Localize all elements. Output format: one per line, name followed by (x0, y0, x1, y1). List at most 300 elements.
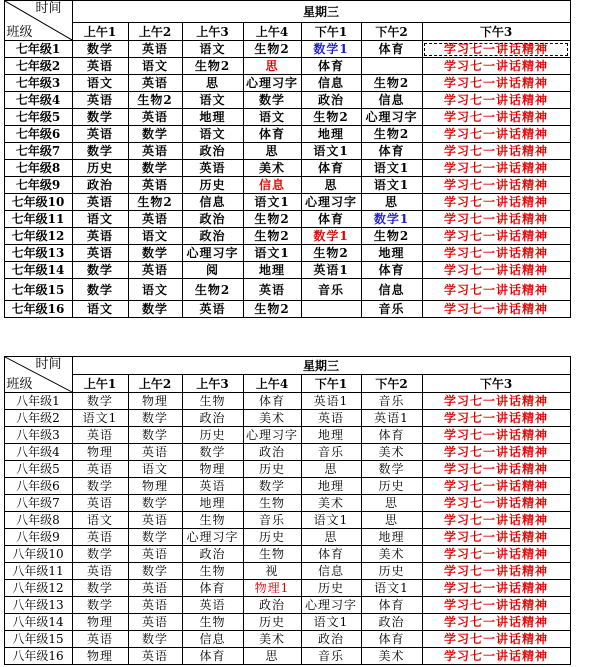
subject-cell: 数学 (72, 393, 128, 410)
subject-cell: 生物2 (128, 92, 182, 109)
subject-cell: 语文1 (301, 512, 361, 529)
subject-cell: 英语 (72, 194, 128, 211)
subject-cell: 信息 (361, 92, 422, 109)
subject-cell: 美术 (361, 444, 422, 461)
subject-cell: 音乐 (243, 512, 301, 529)
subject-cell: 英语 (128, 109, 182, 126)
class-name-cell: 八年级2 (4, 410, 72, 427)
corner-time-label: 时间 (35, 1, 62, 16)
table-row (0, 177, 600, 194)
subject-cell: 体育 (361, 631, 422, 648)
table-row (0, 75, 600, 92)
table-row (0, 245, 600, 262)
subject-cell: 思 (301, 177, 361, 194)
subject-cell: 体育 (301, 546, 361, 563)
subject-cell: 生物2 (361, 75, 422, 92)
study-session-cell: 学习七一讲话精神 (422, 580, 570, 597)
study-session-cell: 学习七一讲话精神 (422, 143, 570, 160)
subject-cell: 心理习字 (182, 529, 243, 546)
subject-cell: 数学1 (301, 228, 361, 245)
table-row (0, 92, 600, 109)
day-header: 星期三 (72, 357, 570, 375)
study-session-cell: 学习七一讲话精神 (422, 410, 570, 427)
subject-cell: 数学 (72, 478, 128, 495)
class-name-cell: 七年级13 (4, 245, 72, 262)
table-row (0, 614, 600, 631)
class-name-cell: 七年级3 (4, 75, 72, 92)
day-header: 星期三 (72, 1, 570, 23)
subject-cell: 英语 (72, 126, 128, 143)
subject-cell: 语文 (182, 41, 243, 58)
subject-cell: 数学 (128, 427, 182, 444)
subject-cell: 数学 (182, 444, 243, 461)
subject-cell: 生物2 (182, 58, 243, 75)
subject-cell: 地理 (361, 245, 422, 262)
table-row (0, 512, 600, 529)
subject-cell: 语文 (128, 279, 182, 301)
subject-cell: 数学 (72, 143, 128, 160)
study-session-cell: 学习七一讲话精神 (422, 160, 570, 177)
study-session-cell: 学习七一讲话精神 (422, 194, 570, 211)
class-name-cell: 八年级16 (4, 648, 72, 665)
subject-cell: 数学 (243, 92, 301, 109)
subject-cell: 地理 (182, 495, 243, 512)
study-session-cell: 学习七一讲话精神 (422, 262, 570, 279)
subject-cell: 政治 (243, 597, 301, 614)
table-row (0, 648, 600, 665)
subject-cell: 音乐 (301, 444, 361, 461)
subject-cell: 思 (361, 495, 422, 512)
subject-cell: 数学 (72, 41, 128, 58)
subject-cell: 生物2 (182, 279, 243, 301)
corner-header (4, 357, 72, 393)
subject-cell: 英语 (182, 301, 243, 318)
subject-cell: 生物2 (128, 194, 182, 211)
study-session-cell: 学习七一讲话精神 (422, 279, 570, 301)
class-name-cell: 七年级6 (4, 126, 72, 143)
study-session-cell: 学习七一讲话精神 (422, 58, 570, 75)
subject-cell: 英语 (128, 262, 182, 279)
subject-cell: 数学 (361, 461, 422, 478)
subject-cell: 政治 (182, 410, 243, 427)
table-row (0, 529, 600, 546)
subject-cell: 英语 (128, 597, 182, 614)
subject-cell: 数学 (72, 279, 128, 301)
corner-header (4, 1, 72, 41)
class-name-cell: 七年级16 (4, 301, 72, 318)
subject-cell: 语文1 (361, 580, 422, 597)
subject-cell: 英语 (72, 245, 128, 262)
subject-cell: 英语 (243, 279, 301, 301)
class-name-cell: 八年级14 (4, 614, 72, 631)
study-session-cell: 学习七一讲话精神 (422, 614, 570, 631)
study-session-cell: 学习七一讲话精神 (422, 563, 570, 580)
subject-cell: 英语 (72, 563, 128, 580)
subject-cell: 政治 (182, 143, 243, 160)
grade8-table (0, 356, 600, 665)
subject-cell: 政治 (361, 614, 422, 631)
subject-cell: 体育 (361, 143, 422, 160)
subject-cell: 数学 (128, 563, 182, 580)
table-row (0, 41, 600, 58)
table-row (0, 262, 600, 279)
class-name-cell: 七年级15 (4, 279, 72, 301)
subject-cell: 政治 (72, 177, 128, 194)
subject-cell: 物理 (72, 648, 128, 665)
subject-cell: 生物 (182, 563, 243, 580)
subject-cell: 信息 (182, 631, 243, 648)
subject-cell: 英语 (301, 410, 361, 427)
subject-cell: 心理习字 (301, 597, 361, 614)
subject-cell: 政治 (243, 444, 301, 461)
period-header: 上午1 (72, 23, 128, 41)
subject-cell: 英语 (72, 92, 128, 109)
subject-cell: 地理 (301, 427, 361, 444)
subject-cell (361, 58, 422, 75)
subject-cell: 数学 (128, 160, 182, 177)
subject-cell: 数学 (72, 546, 128, 563)
table-row (0, 228, 600, 245)
subject-cell: 物理 (72, 444, 128, 461)
class-name-cell: 七年级2 (4, 58, 72, 75)
study-session-cell: 学习七一讲话精神 (422, 529, 570, 546)
subject-cell: 生物 (243, 495, 301, 512)
subject-cell: 音乐 (361, 301, 422, 318)
subject-cell: 语文1 (301, 614, 361, 631)
period-header: 上午2 (128, 375, 182, 393)
subject-cell: 美术 (361, 546, 422, 563)
subject-cell: 英语 (72, 631, 128, 648)
subject-cell: 历史 (243, 461, 301, 478)
class-name-cell: 七年级10 (4, 194, 72, 211)
period-header: 上午4 (243, 23, 301, 41)
subject-cell: 历史 (182, 427, 243, 444)
table-row (0, 580, 600, 597)
subject-cell: 数学 (243, 478, 301, 495)
subject-cell: 信息 (243, 177, 301, 194)
subject-cell: 数学1 (361, 211, 422, 228)
study-session-cell: 学习七一讲话精神 (422, 228, 570, 245)
subject-cell: 音乐 (301, 279, 361, 301)
subject-cell: 音乐 (301, 648, 361, 665)
subject-cell: 英语 (128, 512, 182, 529)
subject-cell: 物理 (128, 478, 182, 495)
subject-cell: 英语 (128, 211, 182, 228)
class-name-cell: 七年级4 (4, 92, 72, 109)
class-name-cell: 七年级1 (4, 41, 72, 58)
study-session-cell: 学习七一讲话精神 (422, 546, 570, 563)
subject-cell: 思 (361, 512, 422, 529)
subject-cell: 体育 (243, 126, 301, 143)
table-row (0, 495, 600, 512)
subject-cell: 历史 (243, 614, 301, 631)
table-row (0, 444, 600, 461)
table-row (0, 194, 600, 211)
subject-cell: 历史 (72, 160, 128, 177)
class-name-cell: 七年级11 (4, 211, 72, 228)
subject-cell: 生物2 (361, 228, 422, 245)
corner-class-label: 班级 (6, 377, 33, 392)
subject-cell: 视 (243, 563, 301, 580)
study-session-cell: 学习七一讲话精神 (422, 177, 570, 194)
subject-cell: 体育 (301, 211, 361, 228)
subject-cell: 美术 (361, 648, 422, 665)
subject-cell: 心理习字 (361, 109, 422, 126)
class-name-cell: 八年级12 (4, 580, 72, 597)
subject-cell: 生物2 (243, 228, 301, 245)
subject-cell: 英语 (128, 614, 182, 631)
subject-cell: 思 (182, 75, 243, 92)
study-session-cell: 学习七一讲话精神 (422, 631, 570, 648)
subject-cell: 美术 (243, 631, 301, 648)
class-name-cell: 八年级7 (4, 495, 72, 512)
subject-cell: 英语 (128, 444, 182, 461)
subject-cell: 英语 (72, 495, 128, 512)
subject-cell (301, 301, 361, 318)
study-session-cell: 学习七一讲话精神 (422, 597, 570, 614)
subject-cell: 数学 (128, 301, 182, 318)
class-name-cell: 八年级3 (4, 427, 72, 444)
table-row (0, 160, 600, 177)
subject-cell: 历史 (301, 580, 361, 597)
class-name-cell: 八年级6 (4, 478, 72, 495)
subject-cell: 语文1 (361, 177, 422, 194)
subject-cell: 历史 (243, 529, 301, 546)
table-row (0, 126, 600, 143)
subject-cell: 英语 (128, 75, 182, 92)
subject-cell: 语文1 (243, 194, 301, 211)
subject-cell: 生物 (182, 614, 243, 631)
class-name-cell: 八年级5 (4, 461, 72, 478)
subject-cell: 英语1 (301, 262, 361, 279)
subject-cell: 语文 (72, 512, 128, 529)
class-name-cell: 八年级8 (4, 512, 72, 529)
subject-cell: 语文 (72, 211, 128, 228)
subject-cell: 历史 (361, 478, 422, 495)
period-header: 上午1 (72, 375, 128, 393)
period-header: 下午1 (301, 375, 361, 393)
subject-cell: 体育 (301, 160, 361, 177)
subject-cell: 语文 (182, 92, 243, 109)
table-row (0, 631, 600, 648)
subject-cell: 数学 (72, 597, 128, 614)
subject-cell: 英语 (182, 160, 243, 177)
subject-cell: 语文 (243, 109, 301, 126)
subject-cell: 心理习字 (243, 75, 301, 92)
subject-cell: 英语 (72, 461, 128, 478)
subject-cell: 音乐 (361, 393, 422, 410)
table-row (0, 301, 600, 318)
subject-cell: 数学 (72, 262, 128, 279)
subject-cell: 地理 (301, 126, 361, 143)
subject-cell: 历史 (361, 563, 422, 580)
grade7-timetable (0, 0, 600, 318)
study-session-cell: 学习七一讲话精神 (422, 495, 570, 512)
table-row (0, 279, 600, 301)
table-row (0, 211, 600, 228)
table-row (0, 563, 600, 580)
subject-cell: 语文1 (361, 160, 422, 177)
subject-cell: 思 (243, 143, 301, 160)
grade7-table (0, 0, 600, 318)
subject-cell: 物理1 (243, 580, 301, 597)
study-session-cell: 学习七一讲话精神 (422, 109, 570, 126)
subject-cell: 数学 (72, 109, 128, 126)
table-row (0, 478, 600, 495)
class-name-cell: 八年级1 (4, 393, 72, 410)
subject-cell: 地理 (243, 262, 301, 279)
subject-cell: 语文 (72, 75, 128, 92)
period-header: 下午3 (422, 375, 570, 393)
period-header: 下午1 (301, 23, 361, 41)
subject-cell: 英语 (128, 143, 182, 160)
period-header: 下午2 (361, 23, 422, 41)
subject-cell: 生物 (182, 512, 243, 529)
subject-cell: 阅 (182, 262, 243, 279)
subject-cell: 美术 (301, 495, 361, 512)
subject-cell: 信息 (361, 279, 422, 301)
table-row (0, 597, 600, 614)
subject-cell: 生物 (243, 546, 301, 563)
period-header: 上午3 (182, 375, 243, 393)
subject-cell: 数学 (128, 631, 182, 648)
period-header: 下午3 (422, 23, 570, 41)
subject-cell: 数学 (128, 495, 182, 512)
subject-cell: 数学1 (301, 41, 361, 58)
subject-cell: 生物2 (301, 245, 361, 262)
subject-cell: 英语 (128, 177, 182, 194)
subject-cell: 美术 (243, 410, 301, 427)
study-session-cell: 学习七一讲话精神 (422, 444, 570, 461)
subject-cell: 美术 (243, 160, 301, 177)
subject-cell: 心理习字 (182, 245, 243, 262)
subject-cell: 英语 (72, 228, 128, 245)
subject-cell: 数学 (128, 529, 182, 546)
study-session-cell: 学习七一讲话精神 (422, 512, 570, 529)
subject-cell: 语文1 (72, 410, 128, 427)
subject-cell: 英语 (128, 648, 182, 665)
table-row (0, 109, 600, 126)
period-header-row (0, 23, 600, 41)
subject-cell: 生物2 (361, 126, 422, 143)
table-row (0, 461, 600, 478)
grade8-timetable (0, 356, 600, 665)
subject-cell: 心理习字 (243, 427, 301, 444)
subject-cell: 体育 (182, 580, 243, 597)
subject-cell: 体育 (361, 427, 422, 444)
period-header: 下午2 (361, 375, 422, 393)
subject-cell: 体育 (361, 262, 422, 279)
subject-cell: 政治 (301, 631, 361, 648)
table-row (0, 143, 600, 160)
table-row (0, 393, 600, 410)
study-session-cell: 学习七一讲话精神 (422, 648, 570, 665)
subject-cell: 英语 (128, 41, 182, 58)
subject-cell: 数学 (128, 410, 182, 427)
study-session-cell: 学习七一讲话精神 (422, 41, 570, 58)
subject-cell: 体育 (361, 597, 422, 614)
subject-cell: 物理 (182, 461, 243, 478)
study-session-cell: 学习七一讲话精神 (422, 211, 570, 228)
study-session-cell: 学习七一讲话精神 (422, 478, 570, 495)
subject-cell: 心理习字 (301, 194, 361, 211)
subject-cell: 英语 (182, 478, 243, 495)
table-gap (0, 342, 600, 356)
subject-cell: 思 (301, 461, 361, 478)
class-name-cell: 八年级13 (4, 597, 72, 614)
subject-cell: 语文 (128, 461, 182, 478)
subject-cell: 英语 (72, 427, 128, 444)
subject-cell: 生物2 (243, 211, 301, 228)
subject-cell: 政治 (301, 92, 361, 109)
subject-cell: 体育 (243, 393, 301, 410)
table-row (0, 58, 600, 75)
class-name-cell: 七年级12 (4, 228, 72, 245)
subject-cell: 信息 (301, 563, 361, 580)
subject-cell: 生物2 (301, 109, 361, 126)
subject-cell: 信息 (182, 194, 243, 211)
study-session-cell: 学习七一讲话精神 (422, 427, 570, 444)
class-name-cell: 八年级4 (4, 444, 72, 461)
subject-cell: 英语 (72, 529, 128, 546)
period-header-row (0, 375, 600, 393)
subject-cell: 信息 (301, 75, 361, 92)
class-name-cell: 七年级14 (4, 262, 72, 279)
subject-cell: 语文1 (243, 245, 301, 262)
class-name-cell: 八年级10 (4, 546, 72, 563)
study-session-cell: 学习七一讲话精神 (422, 245, 570, 262)
class-name-cell: 七年级8 (4, 160, 72, 177)
study-session-cell: 学习七一讲话精神 (422, 126, 570, 143)
class-name-cell: 八年级9 (4, 529, 72, 546)
class-name-cell: 七年级7 (4, 143, 72, 160)
subject-cell: 思 (361, 194, 422, 211)
subject-cell: 语文 (72, 301, 128, 318)
study-session-cell: 学习七一讲话精神 (422, 301, 570, 318)
subject-cell: 物理 (128, 393, 182, 410)
table-row (0, 546, 600, 563)
subject-cell: 生物2 (243, 301, 301, 318)
subject-cell: 英语1 (301, 393, 361, 410)
corner-time-label: 时间 (35, 357, 62, 372)
subject-cell: 生物2 (243, 41, 301, 58)
period-header: 上午3 (182, 23, 243, 41)
subject-cell: 英语 (72, 58, 128, 75)
subject-cell: 思 (243, 58, 301, 75)
table-row (0, 410, 600, 427)
subject-cell: 地理 (361, 529, 422, 546)
subject-cell: 英语1 (361, 410, 422, 427)
subject-cell: 语文 (128, 58, 182, 75)
subject-cell: 数学 (128, 245, 182, 262)
subject-cell: 语文1 (301, 143, 361, 160)
subject-cell: 体育 (301, 58, 361, 75)
study-session-cell: 学习七一讲话精神 (422, 75, 570, 92)
subject-cell: 地理 (182, 109, 243, 126)
subject-cell: 政治 (182, 211, 243, 228)
subject-cell: 语文 (182, 126, 243, 143)
class-name-cell: 七年级5 (4, 109, 72, 126)
class-name-cell: 八年级11 (4, 563, 72, 580)
class-name-cell: 七年级9 (4, 177, 72, 194)
subject-cell: 语文 (128, 228, 182, 245)
subject-cell: 地理 (301, 478, 361, 495)
subject-cell: 政治 (182, 228, 243, 245)
period-header: 上午4 (243, 375, 301, 393)
corner-class-label: 班级 (6, 25, 33, 40)
study-session-cell: 学习七一讲话精神 (422, 92, 570, 109)
subject-cell: 数学 (128, 126, 182, 143)
